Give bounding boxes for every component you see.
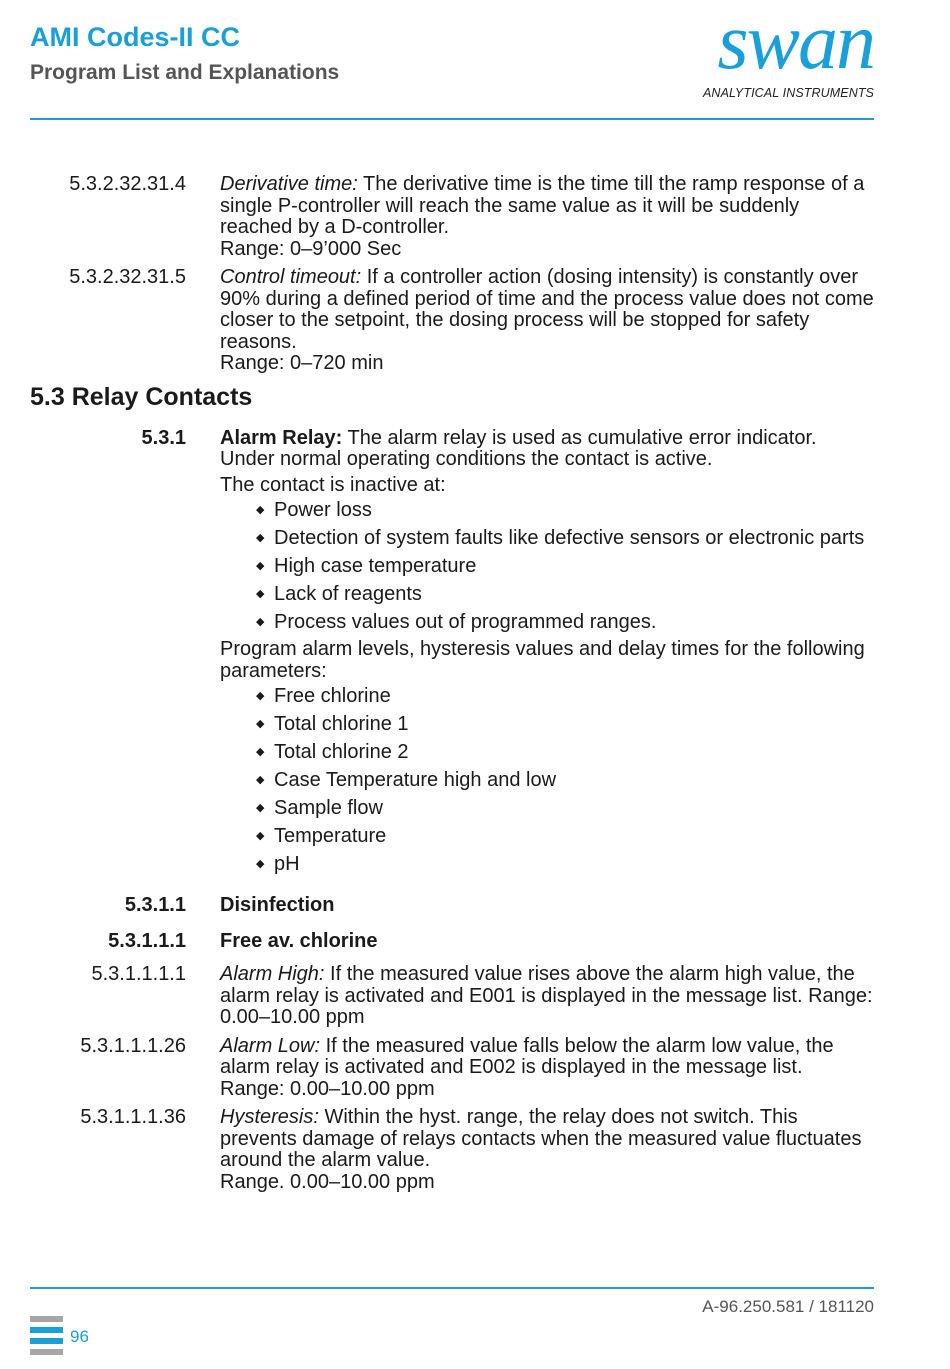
list-item: ◆ High case temperature (256, 555, 876, 577)
heading-number: 5.3.1.1 (124, 894, 186, 916)
entry-number: 5.3.1.1.1.1 (91, 963, 186, 985)
heading-number: 5.3.1.1.1 (108, 929, 186, 952)
header-rule (30, 118, 874, 120)
swan-logo (690, 0, 880, 102)
entry-range: Range: 0–720 min (220, 352, 384, 374)
entry-term: Alarm Relay: (220, 426, 343, 449)
entry-body (220, 267, 876, 375)
entry-number: 5.3.2.32.31.4 (69, 173, 186, 195)
entry-derivative-time (30, 174, 876, 260)
entry-range: Range: 0.00–10.00 ppm (220, 1077, 435, 1100)
entry-term: Derivative time: (220, 173, 358, 195)
inactive-intro: The contact is inactive at: (220, 473, 446, 496)
footer-bar-blue (30, 1338, 63, 1344)
header-title: AMI Codes-II CC (30, 22, 241, 52)
entry-control-timeout (30, 267, 876, 375)
entry-number: 5.3.2.32.31.5 (69, 266, 186, 288)
entry-number: 5.3.1.1.1.36 (80, 1106, 186, 1128)
entry-text: The alarm relay is used as cumulative error indicator. Under normal operating conditions the contact is active. (220, 426, 817, 470)
entry-alarm-low (30, 1036, 876, 1101)
heading-free-av-chlorine (30, 931, 876, 953)
entry-text: If a controller action (dosing intensity) is constantly over 90% during a defined period of time and the process value does not come closer to the setpoint, the dosing process will be stopped for safety reasons. (220, 266, 874, 353)
page-content (30, 174, 876, 1200)
footer-bars (30, 1316, 63, 1360)
footer-bar-gray (30, 1349, 63, 1355)
list-item: ◆ Power loss (256, 499, 876, 521)
logo-tagline: ANALYTICAL INSTRUMENTS (703, 86, 874, 100)
list-item: ◆ pH (256, 853, 876, 875)
entry-term: Control timeout: (220, 266, 362, 288)
logo-wordmark: swan (717, 0, 874, 86)
list-item: ◆ Process values out of programmed ranges. (256, 611, 876, 633)
list-item: ◆ Lack of reagents (256, 583, 876, 605)
header-subtitle: Program List and Explanations (30, 61, 340, 84)
entry-number: 5.3.1 (141, 426, 186, 449)
list-item: ◆ Temperature (256, 825, 876, 847)
entry-body (220, 428, 876, 882)
entry-alarm-relay (30, 428, 876, 882)
params-intro: Program alarm levels, hysteresis values and delay times for the following parameters: (220, 638, 865, 682)
list-item: ◆ Free chlorine (256, 685, 876, 707)
entry-number: 5.3.1.1.1.26 (80, 1034, 186, 1057)
entry-text: The derivative time is the time till the ramp response of a single P-controller will reach the same value as it will be suddenly reached by a D-controller. (220, 173, 865, 238)
entry-term: Alarm Low: (220, 1034, 321, 1057)
list-item: ◆ Total chlorine 2 (256, 741, 876, 763)
params-list (220, 685, 876, 875)
page-number: 96 (70, 1327, 89, 1346)
section-heading: 5.3 Relay Contacts (30, 382, 253, 411)
list-item: ◆ Case Temperature high and low (256, 769, 876, 791)
heading-disinfection (30, 895, 876, 917)
list-item: ◆ Total chlorine 1 (256, 713, 876, 735)
document-code: A-96.250.581 / 181120 (702, 1297, 874, 1316)
entry-range: Range. 0.00–10.00 ppm (220, 1170, 435, 1193)
list-item: ◆ Detection of system faults like defective sensors or electronic parts (256, 527, 876, 549)
entry-body (220, 1036, 876, 1101)
entry-text: If the measured value rises above the alarm high value, the alarm relay is activated and E001 is displayed in the message list. Range: 0.00–10.00 ppm (220, 963, 873, 1028)
entry-term: Hysteresis: (220, 1106, 319, 1128)
entry-text: Within the hyst. range, the relay does not switch. This prevents damage of relays contacts when the measured value fluctuates around the alarm value. (220, 1106, 862, 1171)
entry-term: Alarm High: (220, 963, 325, 985)
entry-text: If the measured value falls below the alarm low value, the alarm relay is activated and E002 is displayed in the message list. (220, 1034, 834, 1078)
heading-title: Disinfection (220, 894, 335, 916)
entry-body (220, 174, 876, 260)
inactive-list (220, 499, 876, 633)
footer-bar-blue (30, 1327, 63, 1333)
heading-title: Free av. chlorine (220, 929, 378, 952)
footer-bar-gray (30, 1316, 63, 1322)
footer-rule (30, 1287, 874, 1289)
entry-hysteresis (30, 1107, 876, 1193)
entry-body (220, 1107, 876, 1193)
entry-alarm-high (30, 964, 876, 1029)
entry-range: Range: 0–9’000 Sec (220, 237, 402, 260)
entry-body (220, 964, 876, 1029)
list-item: ◆ Sample flow (256, 797, 876, 819)
